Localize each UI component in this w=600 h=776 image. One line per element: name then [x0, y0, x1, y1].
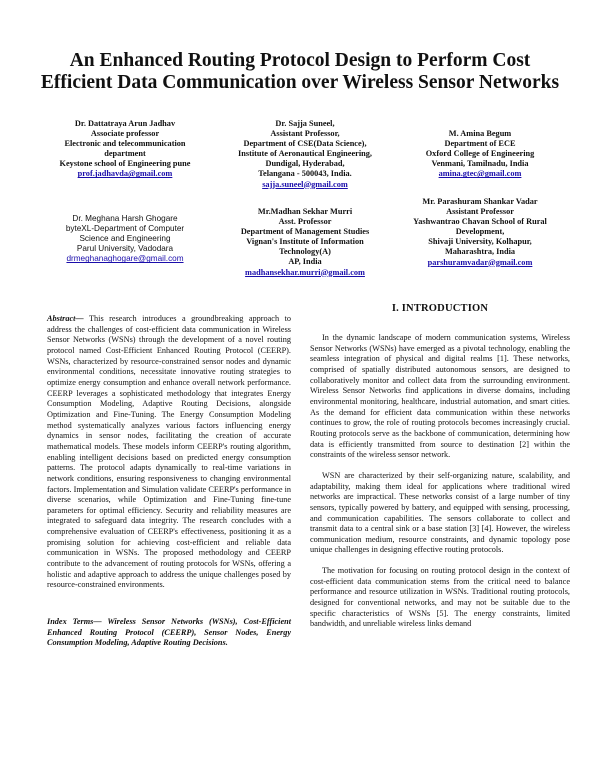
- abstract-label: Abstract—: [47, 314, 84, 323]
- author-line: Dundigal, Hyderabad,: [265, 159, 345, 169]
- abstract-text: This research introduces a groundbreaking approach to address the challenges of cost-efficient data communication in Wireless Sensor Networks (WSNs) through the development of a novel routing protocol named Cost-Efficient Enhanced Routing Protocol (CEERP). WSNs, characterized by resource-constrained sensor nodes and dynamic environmental conditions, necessitate innovative routing strategies to optimize energy consumption and enhance overall network performance. CEERP leverages a sophisticated methodology that integrates Energy Consumption Modeling, Adaptive Routing Decisions, alongside Optimization and Fine-Tuning. The Energy Consumption Modeling method systematically analyzes various factors influencing energy dynamics in sensor nodes, facilitating the creation of accurate mathematical models. These models inform CEERP's routing algorithm, enabling intelligent decisions based on predicted energy consumption patterns. The protocol adapts dynamically to real-time variations in network conditions, ensuring responsiveness to changing environmental factors. Implementation and Simulation validate CEERP's performance in diverse scenarios, while Optimization and Fine-Tuning fine-tune parameters for optimal efficiency. Security and reliability measures are integrated to safeguard data integrity. The research concludes with a comprehensive evaluation of CEERP's effectiveness, positioning it as a promising solution for achieving cost-efficient and reliable data communication in WSNs. The proposed methodology and CEERP contribute to the advancement of routing protocols for WSNs, offering a holistic and adaptive approach to address the unique challenges posed by resource-constrained environments.: [47, 314, 291, 590]
- author-line: Mr.Madhan Sekhar Murri: [257, 207, 353, 216]
- author-line: Asst. Professor: [278, 217, 332, 227]
- index-terms-text: — Wireless Sensor Networks (WSNs), Cost-Efficient Enhanced Routing Protocol (CEERP), Sensor Nodes, Energy Consumption Modeling, Adaptive Routing Decisions.: [47, 617, 291, 648]
- author-line: Department of CSE(Data Science),: [243, 139, 367, 149]
- author-line: Electronic and telecommunication: [64, 139, 186, 149]
- author-block-4: [30, 214, 220, 264]
- author-email-link[interactable]: madhansekhar.murri@gmail.com: [245, 267, 365, 277]
- abstract: [47, 314, 291, 591]
- author-line: Department of ECE: [444, 139, 516, 149]
- author-line: byteXL-Department of Computer: [65, 224, 185, 234]
- intro-paragraph: The motivation for focusing on routing protocol design in the context of cost-efficient data communication stems from the critical need to balance performance and resource utilization in WSNs. Traditional routing protocols, designed for conventional networks, and may not be suitable due to the specific characteristics of WSNs [5]. The energy constraints, limited bandwidth, and unreliable wireless links demand: [310, 566, 570, 629]
- author-line: Venmani, Tamilnadu, India: [431, 159, 529, 169]
- author-line: Science and Engineering: [79, 234, 171, 244]
- left-column: [47, 314, 291, 649]
- section-heading: I. INTRODUCTION: [391, 303, 489, 314]
- author-line: department: [104, 149, 146, 159]
- index-terms-label: Index Terms: [47, 617, 94, 627]
- author-email-link[interactable]: drmeghanaghogare@gmail.com: [66, 254, 184, 264]
- author-line: Maharashtra, India: [444, 247, 516, 257]
- author-line: Assistant Professor,: [270, 129, 340, 139]
- author-line: Keystone school of Engineering pune: [59, 159, 191, 169]
- author-line: Assistant Professor: [446, 207, 514, 217]
- author-line: Development,: [455, 227, 505, 237]
- author-block-3: [390, 129, 570, 179]
- author-line: Department of Management Studies: [240, 227, 370, 237]
- author-line: Shivaji University, Kolhapur,: [428, 237, 532, 247]
- author-line: M. Amina Begum: [448, 129, 512, 138]
- author-email-link[interactable]: parshuramvadar@gmail.com: [427, 257, 533, 267]
- author-line: Parul University, Vadodara: [76, 244, 174, 254]
- author-email-link[interactable]: prof.jadhavda@gmail.com: [77, 169, 173, 179]
- author-line: AP, India: [288, 257, 322, 267]
- author-line: Telangana - 500043, India.: [258, 169, 352, 179]
- author-line: Associate professor: [90, 129, 160, 139]
- author-line: Vignan's Institute of Information: [246, 237, 364, 247]
- intro-paragraph: WSN are characterized by their self-organizing nature, scalability, and adaptability, making them ideal for applications where traditional wired networks are impractical. These networks consist of a large number of tiny sensors, typically powered by battery, and equipped with sensing, processing, and communication capabilities. The sensors collaborate to collect and transmit data to a central sink or a base station [3] [4]. However, the wireless communication medium, resource constraints, and dynamic topology pose unique challenges in designing effective routing protocols.: [310, 470, 570, 555]
- intro-paragraph: In the dynamic landscape of modern communication systems, Wireless Sensor Networks (WSNs) have emerged as a pivotal technology, enabling the seamless integration of physical and digital realms [1]. These networks, comprised of spatially distributed autonomous sensors, are designed to collaboratively monitor and collect data from the surrounding environment. Wireless Sensor Networks find applications in diverse domains, including environmental monitoring, healthcare, industrial automation, and smart cities. As the demand for efficient data communication within these networks continues to grow, the role of routing protocols becomes increasingly crucial. Routing protocols serve as the backbone of communication, determining how data is efficiently transmitted from source to destination [2] within the constraints of the wireless sensor network.: [310, 333, 570, 460]
- author-block-6: [390, 197, 570, 268]
- author-line: Mr. Parashuram Shankar Vadar: [422, 197, 538, 206]
- author-line: Dr. Sajja Suneel,: [275, 119, 335, 128]
- author-block-2: [210, 119, 400, 190]
- author-line: Institute of Aeronautical Engineering,: [238, 149, 372, 159]
- author-line: Oxford College of Engineering: [425, 149, 535, 159]
- author-email-link[interactable]: amina.gtec@gmail.com: [438, 169, 522, 179]
- paper-title: An Enhanced Routing Protocol Design to Perform Cost Efficient Data Communication over Wireless Sensor Networks: [40, 50, 560, 93]
- author-block-1: [30, 119, 220, 180]
- author-line: Yashwantrao Chavan School of Rural: [413, 217, 547, 227]
- author-email-link[interactable]: sajja.suneel@gmail.com: [262, 179, 348, 189]
- right-column: [310, 333, 570, 630]
- author-line: Dr. Meghana Harsh Ghogare: [72, 214, 178, 223]
- author-line: Dr. Dattatraya Arun Jadhav: [74, 119, 176, 128]
- author-line: Technology(A): [279, 247, 331, 257]
- index-terms: [47, 617, 291, 649]
- author-block-5: [210, 207, 400, 278]
